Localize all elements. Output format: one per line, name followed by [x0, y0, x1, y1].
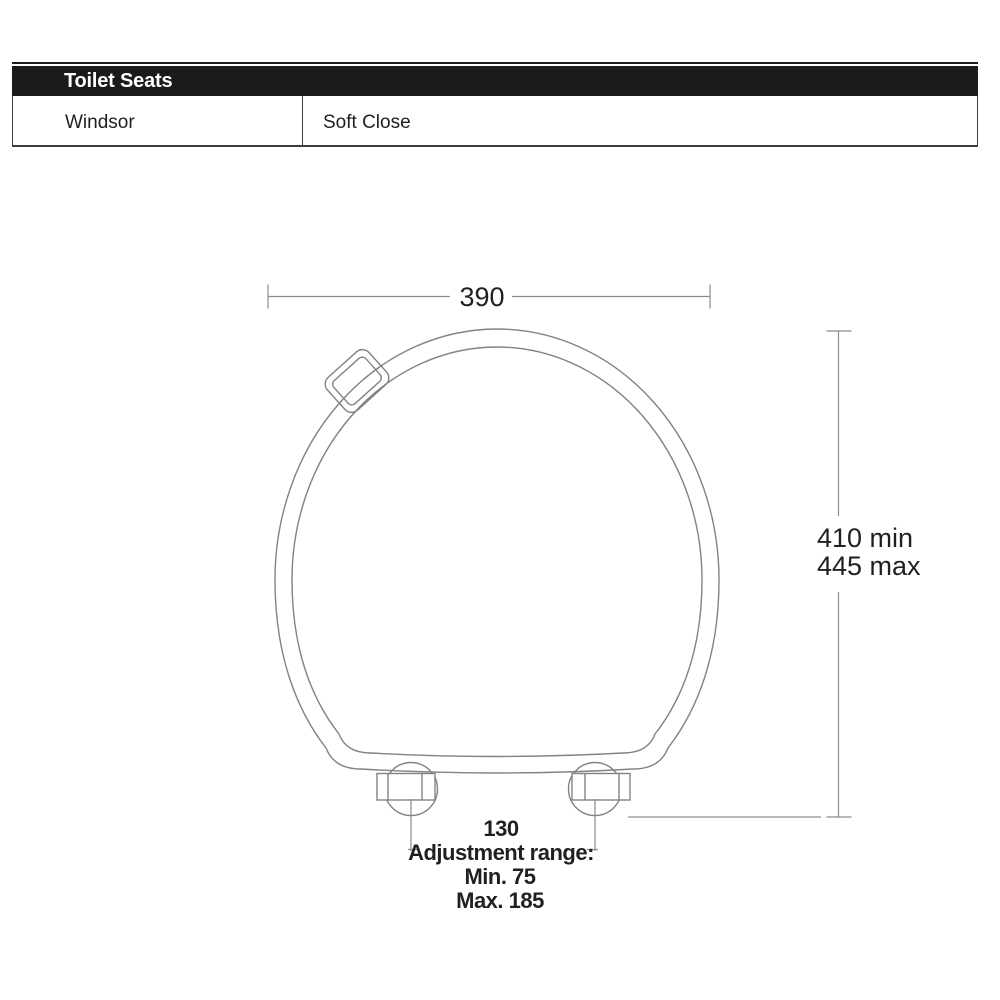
seat-drawing [275, 329, 719, 816]
adjustment-max-label: Max. 185 [456, 888, 544, 913]
left-hinge-body [377, 774, 435, 801]
seat-inner-outline [292, 347, 702, 757]
lift-tab-inner [331, 355, 384, 407]
table-header-title: Toilet Seats [64, 69, 173, 92]
adjustment-min-label: Min. 75 [464, 864, 536, 889]
lift-tab-outer [321, 346, 392, 416]
lift-tab [321, 346, 392, 416]
height-min-label: 410 min [817, 523, 914, 553]
hinge-spacing-label: 130 [483, 816, 519, 841]
dimension-labels [408, 282, 921, 913]
product-feature-label: Soft Close [323, 112, 411, 133]
width-dimension-label: 390 [459, 282, 505, 312]
adjustment-range-title: Adjustment range: [408, 840, 594, 865]
right-hinge-body [572, 774, 630, 801]
product-name-label: Windsor [65, 112, 135, 133]
height-max-label: 445 max [817, 551, 921, 581]
dimension-lines [268, 285, 852, 852]
